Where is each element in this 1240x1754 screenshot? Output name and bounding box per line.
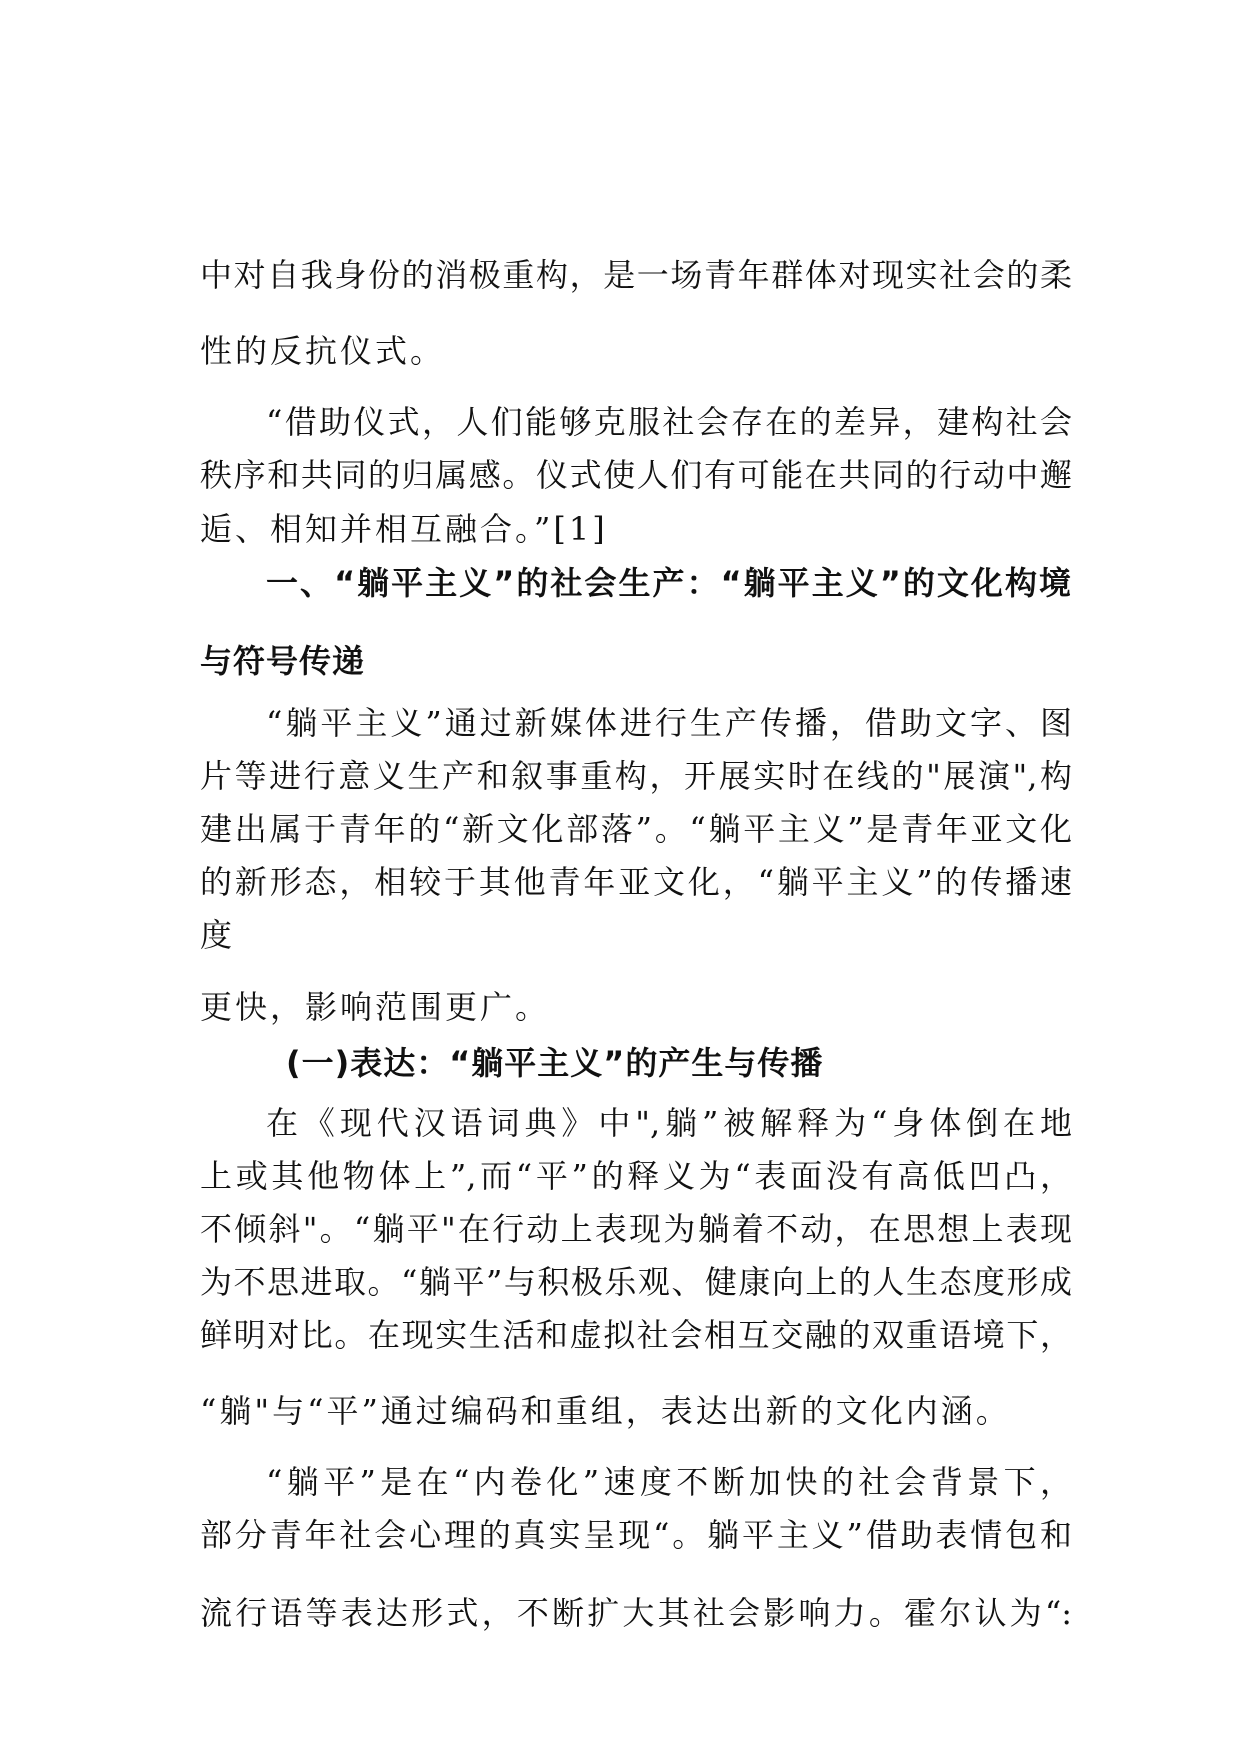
paragraph-line: 为不思进取。“躺平”与积极乐观、健康向上的人生态度形成 bbox=[200, 1263, 1072, 1301]
subsection-heading: (一)表达：“躺平主义”的产生与传播 bbox=[286, 1044, 824, 1082]
paragraph-line: 中对自我身份的消极重构，是一场青年群体对现实社会的柔 bbox=[200, 256, 1072, 294]
paragraph-line: 秩序和共同的归属感。仪式使人们有可能在共同的行动中邂 bbox=[200, 456, 1072, 494]
paragraph-line: “躺"与“平”通过编码和重组，表达出新的文化内涵。 bbox=[200, 1392, 1011, 1430]
paragraph-line: 片等进行意义生产和叙事重构，开展实时在线的"展演",构 bbox=[200, 757, 1072, 795]
section-heading: 与符号传递 bbox=[200, 642, 366, 680]
paragraph-line: 度 bbox=[200, 916, 236, 954]
paragraph-line: 上或其他物体上”,而“平”的释义为“表面没有高低凹凸， bbox=[200, 1157, 1072, 1195]
paragraph-line: 逅、相知并相互融合。”[1] bbox=[200, 510, 608, 548]
section-heading: 一、“躺平主义”的社会生产：“躺平主义”的文化构境 bbox=[266, 564, 1072, 602]
paragraph-line: 在《现代汉语词典》中",躺”被解释为“身体倒在地 bbox=[266, 1104, 1072, 1142]
paragraph-line: 鲜明对比。在现实生活和虚拟社会相互交融的双重语境下， bbox=[200, 1316, 1072, 1354]
paragraph-line: “躺平主义”通过新媒体进行生产传播，借助文字、图 bbox=[266, 704, 1072, 742]
paragraph-line: 流行语等表达形式，不断扩大其社会影响力。霍尔认为“: bbox=[200, 1594, 1072, 1632]
paragraph-line: “借助仪式，人们能够克服社会存在的差异，建构社会 bbox=[266, 403, 1072, 441]
paragraph-line: 部分青年社会心理的真实呈现“。躺平主义”借助表情包和 bbox=[200, 1516, 1072, 1554]
paragraph-line: 建出属于青年的“新文化部落”。“躺平主义”是青年亚文化 bbox=[200, 810, 1072, 848]
paragraph-line: 更快，影响范围更广。 bbox=[200, 988, 551, 1026]
paragraph-line: “躺平”是在“内卷化”速度不断加快的社会背景下， bbox=[266, 1463, 1072, 1501]
paragraph-line: 的新形态，相较于其他青年亚文化，“躺平主义”的传播速 bbox=[200, 863, 1072, 901]
paragraph-line: 不倾斜"。“躺平"在行动上表现为躺着不动，在思想上表现 bbox=[200, 1210, 1072, 1248]
paragraph-line: 性的反抗仪式。 bbox=[200, 332, 446, 370]
